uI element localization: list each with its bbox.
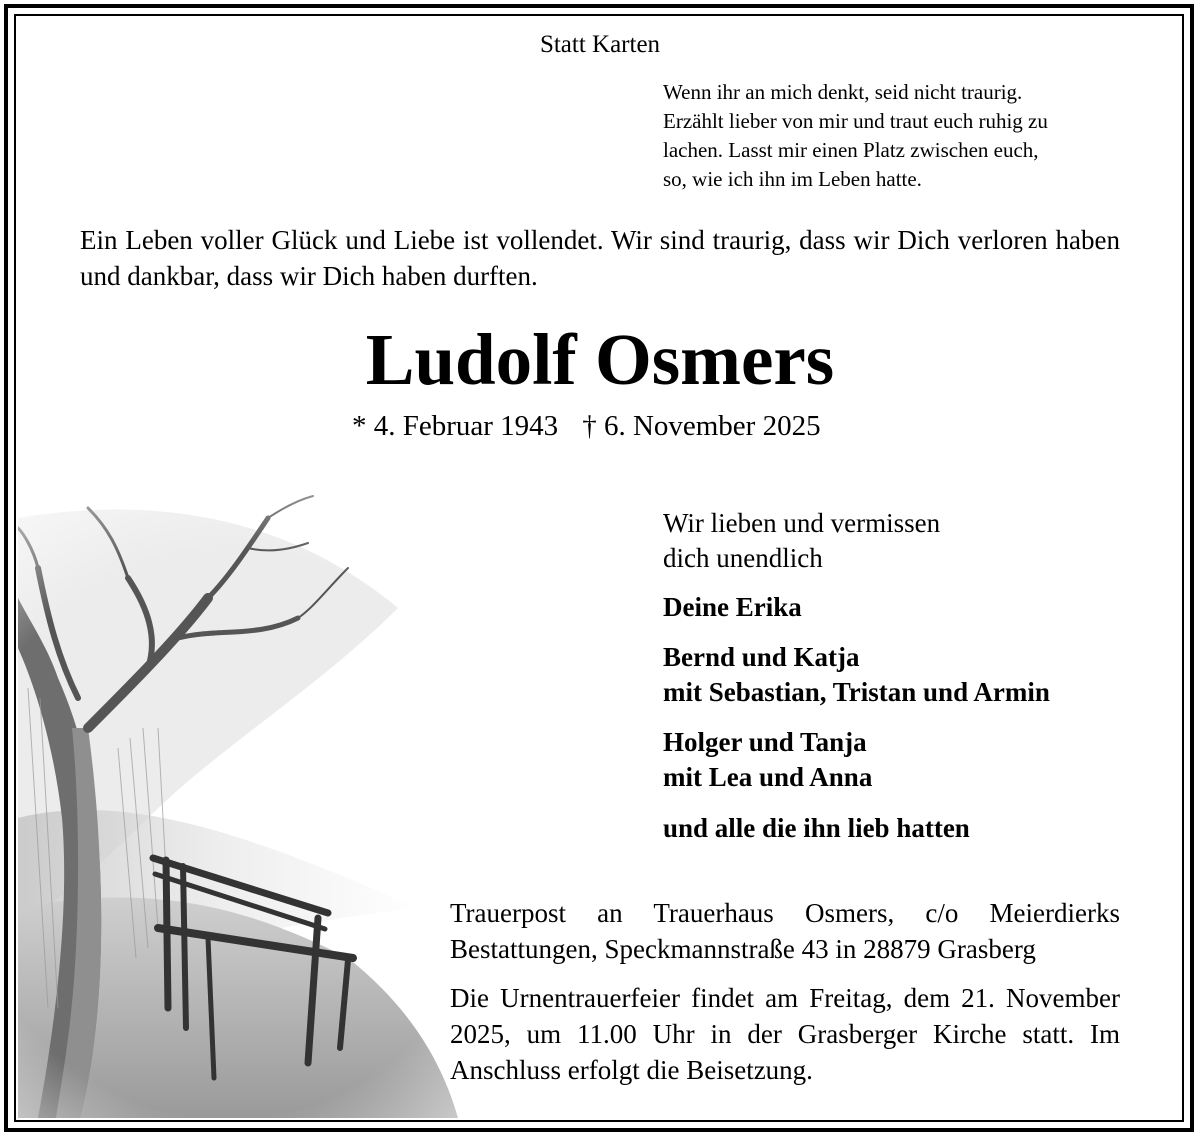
poem-line: Erzählt lieber von mir und traut euch ruhig zu bbox=[663, 109, 1048, 133]
mourning-address: Trauerpost an Trauerhaus Osmers, c/o Meierdierks Bestattungen, Speckmannstraße 43 in 28879 Grasberg bbox=[450, 898, 1120, 964]
poem-line: Wenn ihr an mich denkt, seid nicht traurig. bbox=[663, 80, 1023, 104]
family-group-2 bbox=[663, 725, 872, 795]
family-group-1 bbox=[663, 640, 1050, 710]
family-line: Bernd und Katja bbox=[663, 642, 860, 672]
family-closing: und alle die ihn lieb hatten bbox=[663, 813, 970, 843]
poem bbox=[663, 78, 1048, 194]
family-line: Holger und Tanja bbox=[663, 727, 867, 757]
tribute-line: dich unendlich bbox=[663, 543, 823, 573]
life-dates bbox=[352, 410, 821, 443]
statt-karten-heading: Statt Karten bbox=[539, 31, 661, 58]
family-wife: Deine Erika bbox=[663, 592, 802, 622]
poem-line: lachen. Lasst mir einen Platz zwischen euch, bbox=[663, 138, 1039, 162]
poem-line: so, wie ich ihn im Leben hatte. bbox=[663, 167, 922, 191]
family-line: mit Sebastian, Tristan und Armin bbox=[663, 677, 1050, 707]
family-line: mit Lea und Anna bbox=[663, 762, 873, 792]
intro-text: Ein Leben voller Glück und Liebe ist vollendet. Wir sind traurig, dass wir Dich verloren haben und dankbar, dass wir Dich haben durften. bbox=[80, 225, 1120, 291]
ceremony-details: Die Urnentrauerfeier findet am Freitag, dem 21. November 2025, um 11.00 Uhr in der Grasberger Kirche statt. Im Anschluss erfolgt die Beisetzung. bbox=[450, 983, 1120, 1085]
tribute-line: Wir lieben und vermissen bbox=[663, 508, 941, 538]
tribute bbox=[663, 506, 940, 576]
death-date: † 6. November 2025 bbox=[582, 410, 821, 442]
birth-date: * 4. Februar 1943 bbox=[352, 410, 559, 442]
deceased-name: Ludolf Osmers bbox=[365, 319, 835, 400]
